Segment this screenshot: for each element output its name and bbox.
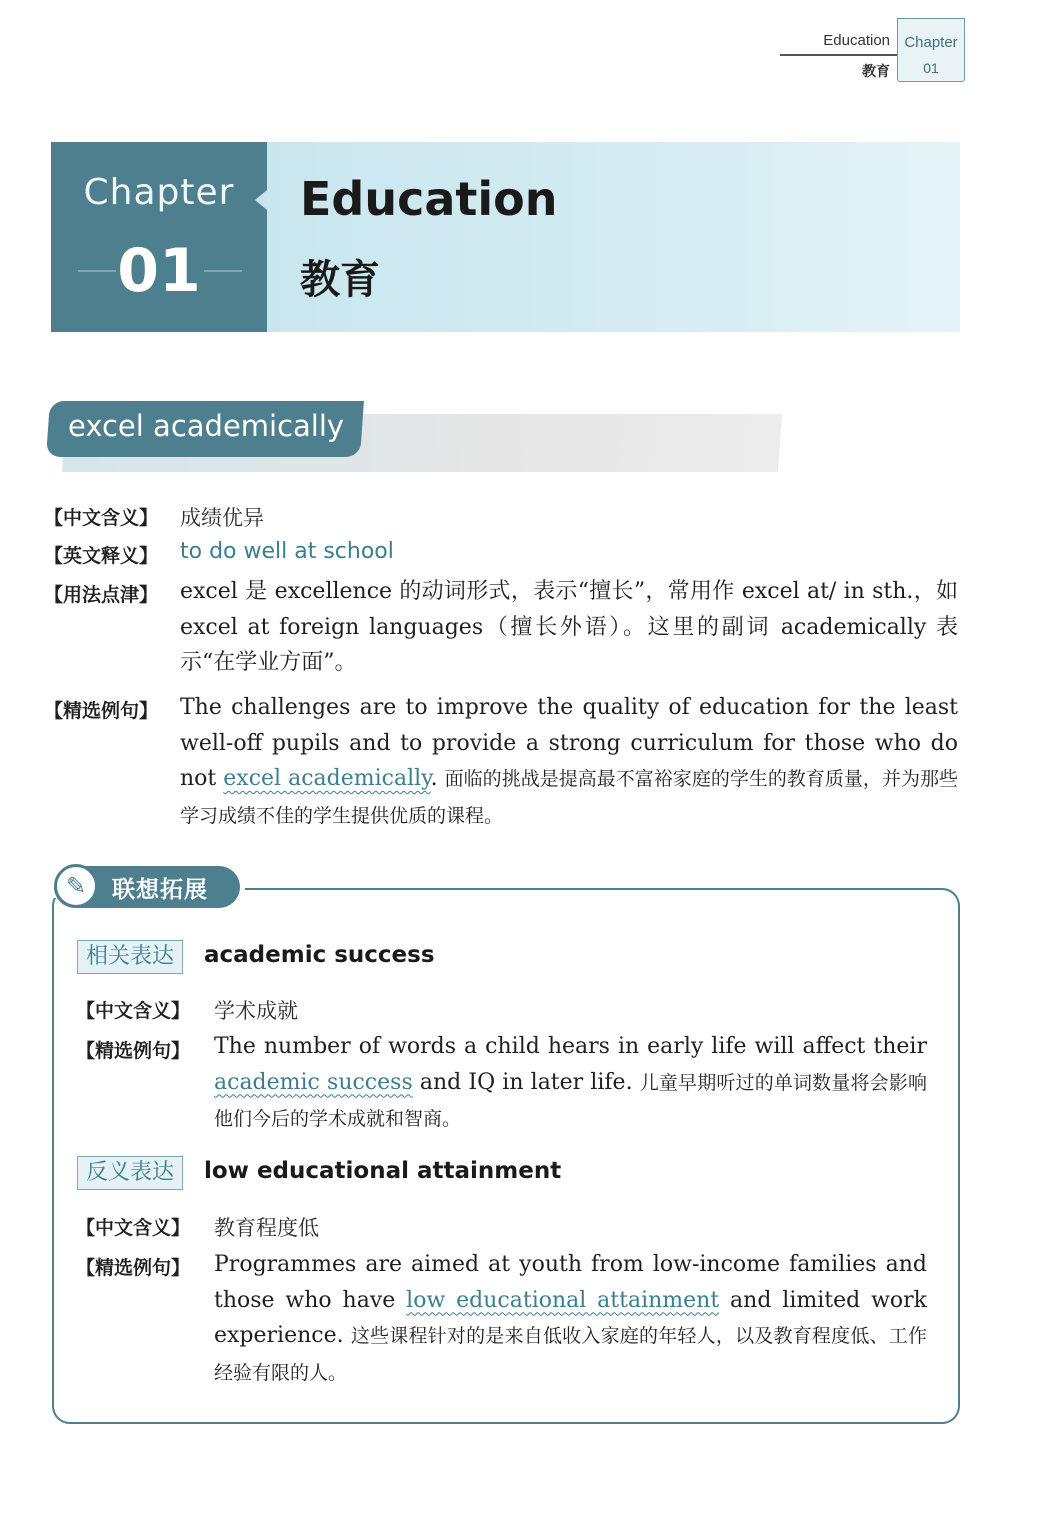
related-example-sentence xyxy=(214,1029,927,1138)
antonym-expression-phrase: low educational attainment xyxy=(204,1158,562,1184)
label-meaning-cn: 【中文含义】 xyxy=(44,507,159,529)
related-label-example: 【精选例句】 xyxy=(76,1040,191,1062)
antonym-example-after: and limited work experience. xyxy=(214,1287,927,1348)
example-text-before: The challenges are to improve the quality of education for the least well-off pupils and to provide a strong curriculum for those who do not xyxy=(180,695,958,791)
label-meaning-en: 【英文释义】 xyxy=(44,545,159,567)
related-example-highlight: academic success xyxy=(214,1069,413,1095)
related-example-after: and IQ in later life. xyxy=(412,1069,640,1095)
related-example-before: The number of words a child hears in early life will affect their xyxy=(214,1034,927,1059)
chapter-title-chinese: 教育 xyxy=(300,257,380,303)
chapter-banner-label: Chapter xyxy=(83,172,235,213)
example-translation: 面临的挑战是提高最不富裕家庭的学生的教育质量，并为那些学习成绩不佳的学生提供优质的课程。 xyxy=(180,768,958,827)
meaning-cn: 成绩优异 xyxy=(180,506,264,530)
running-header-english: Education xyxy=(823,32,890,49)
label-usage: 【用法点津】 xyxy=(44,584,159,606)
antonym-example-before: Programmes are aimed at youth from low-income families and those who have xyxy=(214,1252,927,1313)
related-expression-tag: 相关表达 xyxy=(77,940,183,974)
running-header-chinese: 教育 xyxy=(862,64,890,80)
usage-note: excel 是 excellence 的动词形式，表示“擅长”，常用作 excel at/ in sth.，如 excel at foreign languages（擅长外语）。这里的副词 academically 表示“在学业方面”。 xyxy=(180,579,958,675)
antonym-example-translation: 这些课程针对的是来自低收入家庭的年轻人，以及教育程度低、工作经验有限的人。 xyxy=(214,1325,927,1384)
headword: excel academically xyxy=(68,409,345,443)
example-text-after: . xyxy=(430,766,445,791)
example-sentence xyxy=(180,690,958,834)
meaning-en: to do well at school xyxy=(180,539,394,564)
chapter-tab-number: 01 xyxy=(923,60,939,76)
antonym-meaning: 教育程度低 xyxy=(214,1216,319,1240)
pencil-icon: ✎ xyxy=(65,872,87,900)
running-header-rule xyxy=(780,54,898,56)
chapter-title-english: Education xyxy=(300,172,558,226)
antonym-expression-tag: 反义表达 xyxy=(77,1156,183,1190)
chapter-banner-number: 01 xyxy=(117,236,201,306)
antonym-example-sentence xyxy=(214,1247,927,1391)
related-example-translation: 儿童早期听过的单词数量将会影响他们今后的学术成就和智商。 xyxy=(214,1071,927,1130)
antonym-example-highlight: low educational attainment xyxy=(406,1287,720,1313)
related-label-meaning: 【中文含义】 xyxy=(76,1000,191,1022)
antonym-label-example: 【精选例句】 xyxy=(76,1257,191,1279)
chapter-tab-label: Chapter xyxy=(904,34,958,51)
related-expression-phrase: academic success xyxy=(204,942,435,968)
related-meaning: 学术成就 xyxy=(214,999,298,1023)
label-example: 【精选例句】 xyxy=(44,700,159,722)
expansion-title: 联想拓展 xyxy=(112,877,208,903)
antonym-label-meaning: 【中文含义】 xyxy=(76,1217,191,1239)
example-highlight: excel academically xyxy=(223,766,431,791)
